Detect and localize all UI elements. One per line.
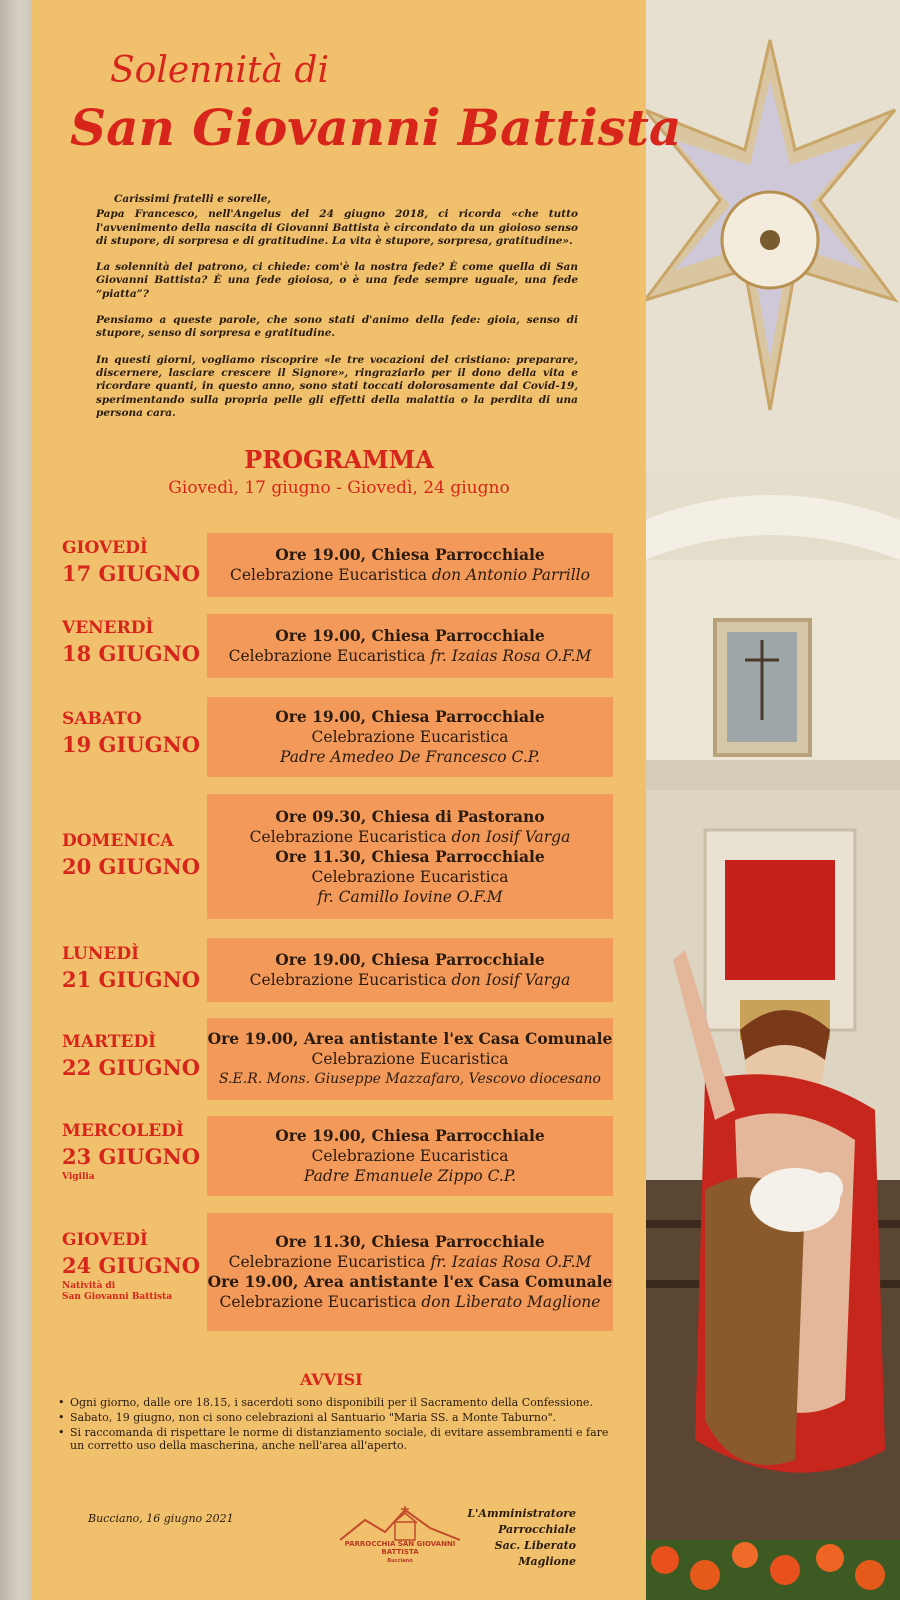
celebrant-name: S.E.R. Mons. Giuseppe Mazzafaro, Vescovo diocesano — [219, 1071, 601, 1087]
avviso-item: • Sabato, 19 giugno, non ci sono celebrazioni al Santuario "Maria SS. a Monte Taburno". — [58, 1411, 618, 1424]
day-name: MARTEDÌ — [62, 1032, 157, 1052]
day-date: 19 GIUGNO — [62, 732, 201, 757]
day-date: 22 GIUGNO — [62, 1055, 201, 1080]
day-label — [62, 537, 200, 589]
avvisi-list — [58, 1396, 618, 1454]
day-label — [62, 943, 200, 995]
day-label — [62, 830, 200, 882]
letter-greeting: Carissimi fratelli e sorelle, — [114, 193, 272, 205]
event-celebration: Celebrazione Eucaristica don Lìberato Maglione — [219, 1293, 601, 1311]
celebrant-name: Padre Amedeo De Francesco C.P. — [280, 748, 540, 766]
event-celebration: Celebrazione Eucaristica — [311, 867, 509, 886]
event-celebration: Celebrazione Eucaristica fr. Izaias Rosa O.F.M — [228, 1253, 592, 1271]
event-celebration: Celebrazione Eucaristica — [311, 728, 509, 746]
event-celebration — [207, 1069, 613, 1089]
celebrant-name: don Antonio Parrillo — [431, 566, 590, 584]
day-name: SABATO — [62, 709, 142, 729]
event-celebration: Celebrazione Eucaristica fr. Izaias Rosa O.F.M — [228, 647, 592, 665]
day-label — [62, 1031, 200, 1083]
event-time-place: Ore 11.30, Chiesa Parrocchiale — [275, 846, 545, 866]
day-name: MERCOLEDÌ — [62, 1121, 184, 1141]
letter-paragraph: Papa Francesco, nell'Angelus del 24 giugno 2018, ci ricorda «che tutto l'avvenimento della nascita di Giovanni Battista è circondato da un gioioso senso di stupore, di sorpresa e di gratitudine. La vita è stupore, sorpresa, gratitudine». — [96, 208, 578, 247]
day-label — [62, 617, 200, 669]
day-date: 21 GIUGNO — [62, 967, 201, 992]
event-celebration: Celebrazione Eucaristica — [311, 1050, 509, 1068]
avviso-item: • Ogni giorno, dalle ore 18.15, i sacerdoti sono disponibili per il Sacramento della Confessione. — [58, 1396, 618, 1409]
church-interior-photo — [645, 0, 900, 1600]
event-celebration: Celebrazione Eucaristica don Iosif Varga — [249, 827, 571, 846]
celebrant-name: don Iosif Varga — [451, 971, 571, 989]
day-date: 18 GIUGNO — [62, 641, 201, 666]
celebrant-name: don Iosif Varga — [451, 827, 571, 846]
day-name: VENERDÌ — [62, 618, 154, 638]
celebrant-name: fr. Izaias Rosa O.F.M — [430, 1253, 592, 1271]
event-time-place: Ore 09.30, Chiesa di Pastorano — [275, 806, 545, 826]
celebrant-name: Padre Emanuele Zippo C.P. — [303, 1167, 517, 1185]
day-note: San Giovanni Battista — [62, 1292, 173, 1302]
event-time-place: Ore 19.00, Chiesa Parrocchiale — [275, 707, 545, 726]
event-time-place: Ore 19.00, Chiesa Parrocchiale — [275, 950, 545, 969]
signature-name: Sac. Liberato Maglione — [494, 1539, 576, 1568]
day-name: GIOVEDÌ — [62, 538, 148, 558]
event-box — [207, 533, 613, 597]
event-time-place: Ore 19.00, Area antistante l'ex Casa Comunale — [207, 1272, 613, 1291]
event-time-place: Ore 19.00, Area antistante l'ex Casa Comunale — [207, 1029, 613, 1048]
event-box — [207, 794, 613, 919]
event-celebration — [207, 1166, 613, 1186]
day-name: GIOVEDÌ — [62, 1230, 148, 1250]
day-date: 20 GIUGNO — [62, 854, 201, 879]
logo-text: PARROCCHIA SAN GIOVANNI BATTISTA — [344, 1540, 456, 1556]
event-box — [207, 1116, 613, 1196]
event-time-place: Ore 19.00, Chiesa Parrocchiale — [275, 1126, 545, 1145]
signature-role: L'Amministratore Parrocchiale — [467, 1507, 576, 1536]
event-box — [207, 1213, 613, 1331]
day-label — [62, 1229, 200, 1303]
day-name: DOMENICA — [62, 831, 174, 851]
event-time-place: Ore 19.00, Chiesa Parrocchiale — [275, 545, 545, 564]
event-box — [207, 1018, 613, 1100]
celebrant-name: don Lìberato Maglione — [421, 1293, 601, 1311]
day-note: Natività di — [62, 1281, 116, 1291]
event-celebration — [207, 747, 613, 767]
day-label — [62, 1120, 200, 1183]
letter-paragraph: Pensiamo a queste parole, che sono stati d'animo della fede: gioia, senso di stupore, senso di sorpresa e gratitudine. — [96, 314, 578, 340]
day-note: Vigilia — [62, 1172, 95, 1182]
celebrant-name: fr. Izaias Rosa O.F.M — [430, 647, 592, 665]
title-solennita: Solennità di — [110, 50, 329, 91]
event-celebration: Celebrazione Eucaristica don Iosif Varga — [249, 971, 571, 989]
place-date: Bucciano, 16 giugno 2021 — [88, 1512, 234, 1525]
letter-paragraph: In questi giorni, vogliamo riscoprire «le tre vocazioni del cristiano: preparare, discernere, lasciare crescere il Signore», ringraziarlo per il dono della vita e ricordare quanti, in questo anno, sono stati toccati dolorosamente dal Covid-19, sperimentando sulla propria pelle gli effetti della malattia o la perdita di una persona cara. — [96, 353, 578, 419]
programma-title: PROGRAMMA — [244, 445, 434, 474]
avvisi-title: AVVISI — [300, 1370, 363, 1389]
event-celebration — [207, 887, 613, 907]
event-box — [207, 938, 613, 1002]
event-celebration: Celebrazione Eucaristica don Antonio Parrillo — [230, 566, 590, 584]
letter-paragraph: La solennità del patrono, ci chiede: com'è la nostra fede? È come quella di San Giovanni Battista? È una fede gioiosa, o è una fede sempre uguale, una fede “piatta”? — [96, 261, 578, 300]
title-saint-name: San Giovanni Battista — [70, 98, 682, 157]
event-box — [207, 614, 613, 678]
day-label — [62, 708, 200, 760]
celebrant-name: fr. Camillo Iovine O.F.M — [317, 887, 503, 906]
signature-block — [440, 1506, 576, 1570]
church-interior-illustration — [645, 0, 900, 1600]
day-date: 24 GIUGNO — [62, 1253, 201, 1278]
day-date: 17 GIUGNO — [62, 561, 201, 586]
day-date: 23 GIUGNO — [62, 1144, 201, 1169]
avviso-item: • Si raccomanda di rispettare le norme di distanziamento sociale, di evitare assembramenti e fare un corretto uso della mascherina, anche nell'area all'aperto. — [58, 1426, 618, 1452]
event-time-place: Ore 11.30, Chiesa Parrocchiale — [275, 1232, 545, 1251]
event-celebration: Celebrazione Eucaristica — [311, 1147, 509, 1165]
day-name: LUNEDÌ — [62, 944, 140, 964]
event-time-place: Ore 19.00, Chiesa Parrocchiale — [275, 626, 545, 645]
programma-date-range: Giovedì, 17 giugno - Giovedì, 24 giugno — [168, 478, 510, 498]
logo-subtext: Bucciano — [387, 1558, 413, 1564]
event-box — [207, 697, 613, 777]
letter-text — [96, 193, 578, 433]
